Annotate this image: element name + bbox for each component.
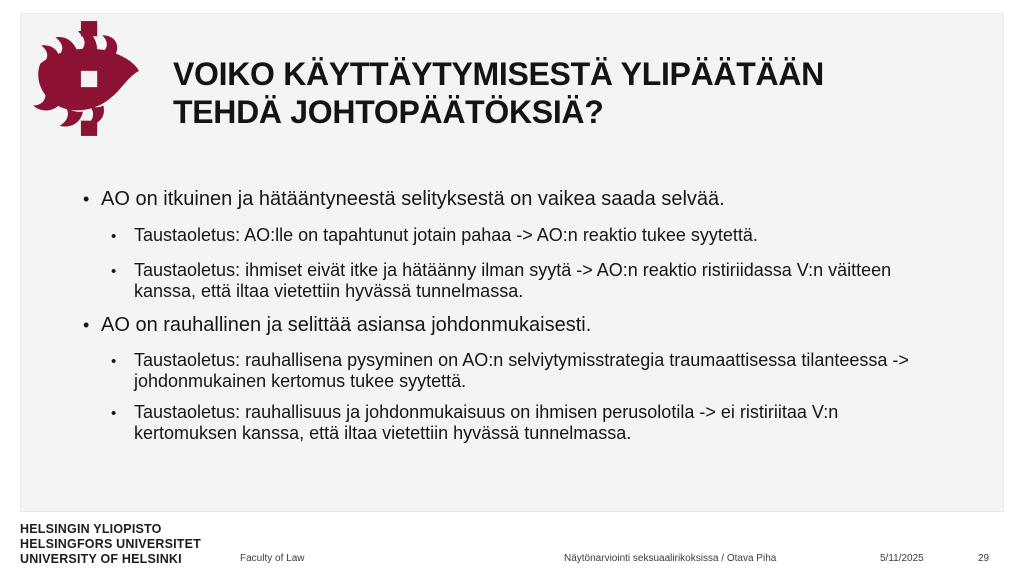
bullet-main-1: • AO on itkuinen ja hätääntyneestä selityksestä on vaikea saada selvää.: [83, 187, 963, 211]
footer-faculty: Faculty of Law: [240, 553, 305, 564]
wordmark-line-en: UNIVERSITY OF HELSINKI: [20, 552, 182, 566]
bullet-main-2: • AO on rauhallinen ja selittää asiansa johdonmukaisesti.: [83, 313, 963, 337]
slide-title-line1: VOIKO KÄYTTÄYTYMISESTÄ YLIPÄÄTÄÄN: [173, 56, 824, 92]
bullet-sub-1-2: • Taustaoletus: ihmiset eivät itke ja hätäänny ilman syytä -> AO:n reaktio ristiriidassa V:n väitteen kanssa, että iltaa vietettiin hyvässä tunnelmassa.: [111, 260, 914, 302]
slide-title-line2: TEHDÄ JOHTOPÄÄTÖKSIÄ?: [173, 94, 604, 130]
university-of-helsinki-flame-icon: [30, 18, 142, 140]
wordmark-line-fi: HELSINGIN YLIOPISTO: [20, 522, 162, 536]
university-wordmark: [20, 522, 201, 567]
footer-presentation-title: Näytönarviointi seksuaalirikoksissa / Otava Piha: [564, 553, 777, 564]
footer-date: 5/11/2025: [880, 553, 924, 564]
footer-page-number: 29: [978, 553, 990, 564]
bullet-sub-1-1: • Taustaoletus: AO:lle on tapahtunut jotain pahaa -> AO:n reaktio tukee syytettä.: [111, 225, 914, 246]
bullet-sub-2-2: • Taustaoletus: rauhallisuus ja johdonmukaisuus on ihmisen perusolotila -> ei ristiriitaa V:n kertomuksen kanssa, että iltaa vietettiin hyvässä tunnelmassa.: [111, 402, 914, 444]
slide-canvas: [20, 13, 1004, 512]
bullet-sub-2-1: • Taustaoletus: rauhallisena pysyminen on AO:n selviytymisstrategia traumaattisessa tilanteessa -> johdonmukainen kertomus tukee syytettä.: [111, 350, 914, 392]
slide-title: [173, 55, 973, 131]
wordmark-line-sv: HELSINGFORS UNIVERSITET: [20, 537, 202, 551]
